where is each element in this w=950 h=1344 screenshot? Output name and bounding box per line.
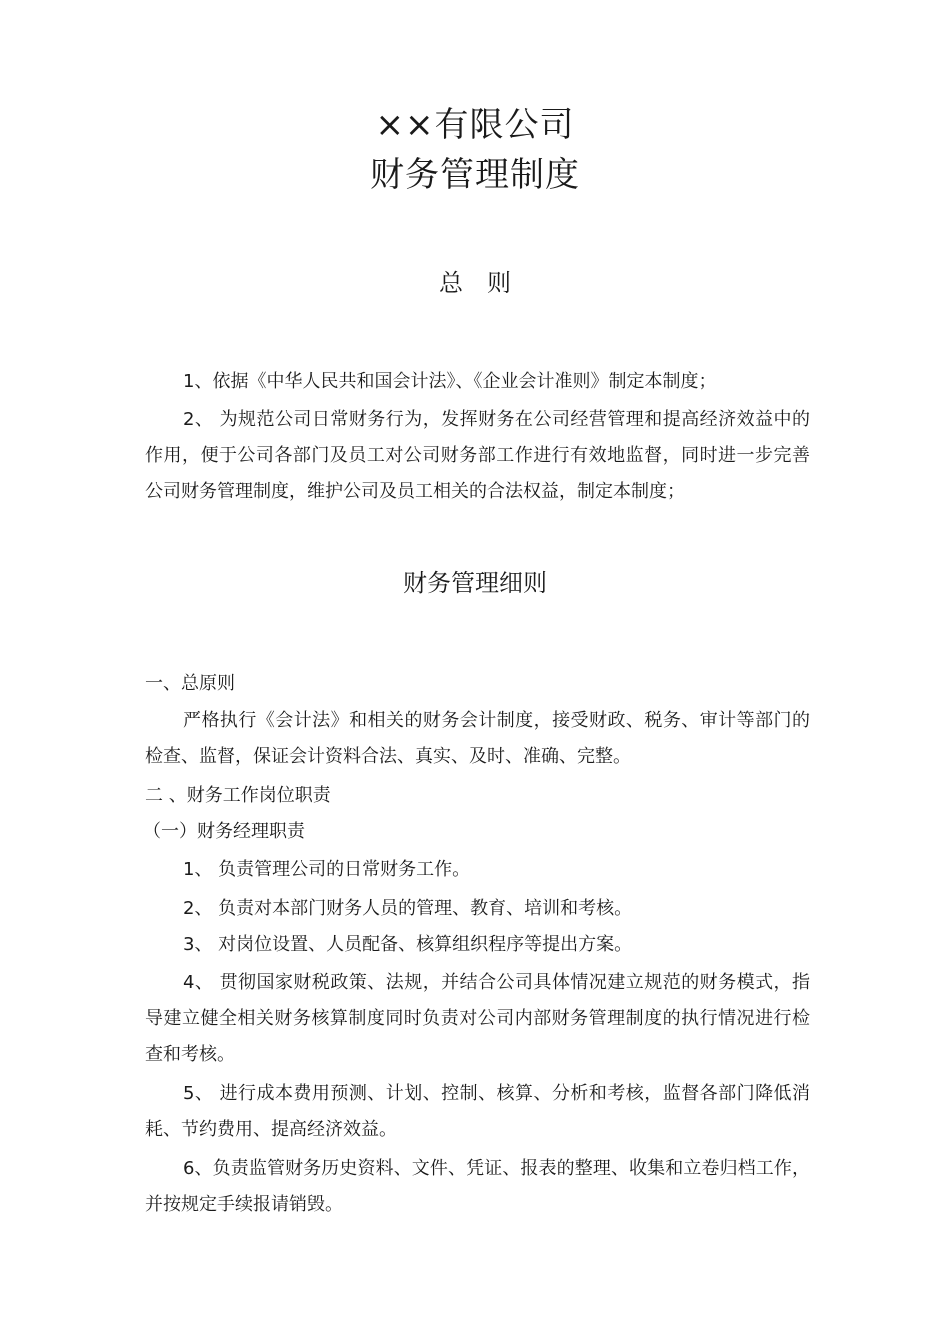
general-clause-1: 1、依据《中华人民共和国会计法》、《企业会计准则》制定本制度； (183, 371, 717, 392)
section-1-text: 严格执行《会计法》和相关的财务会计制度，接受财政、税务、审计等部门的检查、监督，保证会计资料合法、真实、及时、准确、完整。 (145, 710, 810, 767)
company-title: ××有限公司 (375, 105, 575, 145)
subsection-1-title: （一）财务经理职责 (143, 821, 305, 842)
duty-3: 3、 对岗位设置、人员配备、核算组织程序等提出方案。 (183, 934, 633, 955)
general-clause-2: 2、 为规范公司日常财务行为，发挥财务在公司经营管理和提高经济效益中的作用，便于公司各部门及员工对公司财务部工作进行有效地监督，同时进一步完善公司财务管理制度，维护公司及员工相关的合法权益，制定本制度； (145, 409, 810, 502)
document-title: 财务管理制度 (370, 155, 580, 195)
duty-6: 6、负责监管财务历史资料、文件、凭证、报表的整理、收集和立卷归档工作，并按规定手续报请销毁。 (145, 1158, 810, 1215)
duty-5: 5、 进行成本费用预测、计划、控制、核算、分析和考核，监督各部门降低消耗、节约费用、提高经济效益。 (145, 1083, 810, 1140)
duty-2: 2、 负责对本部门财务人员的管理、教育、培训和考核。 (183, 898, 633, 919)
section-1-title: 一、总原则 (145, 673, 235, 694)
duty-1: 1、 负责管理公司的日常财务工作。 (183, 859, 471, 880)
duty-4: 4、 贯彻国家财税政策、法规，并结合公司具体情况建立规范的财务模式，指导建立健全相关财务核算制度同时负责对公司内部财务管理制度的执行情况进行检查和考核。 (145, 972, 810, 1065)
rules-heading: 财务管理细则 (403, 569, 547, 597)
general-heading: 总 则 (439, 269, 511, 297)
section-2-title: 二 、财务工作岗位职责 (145, 785, 331, 806)
